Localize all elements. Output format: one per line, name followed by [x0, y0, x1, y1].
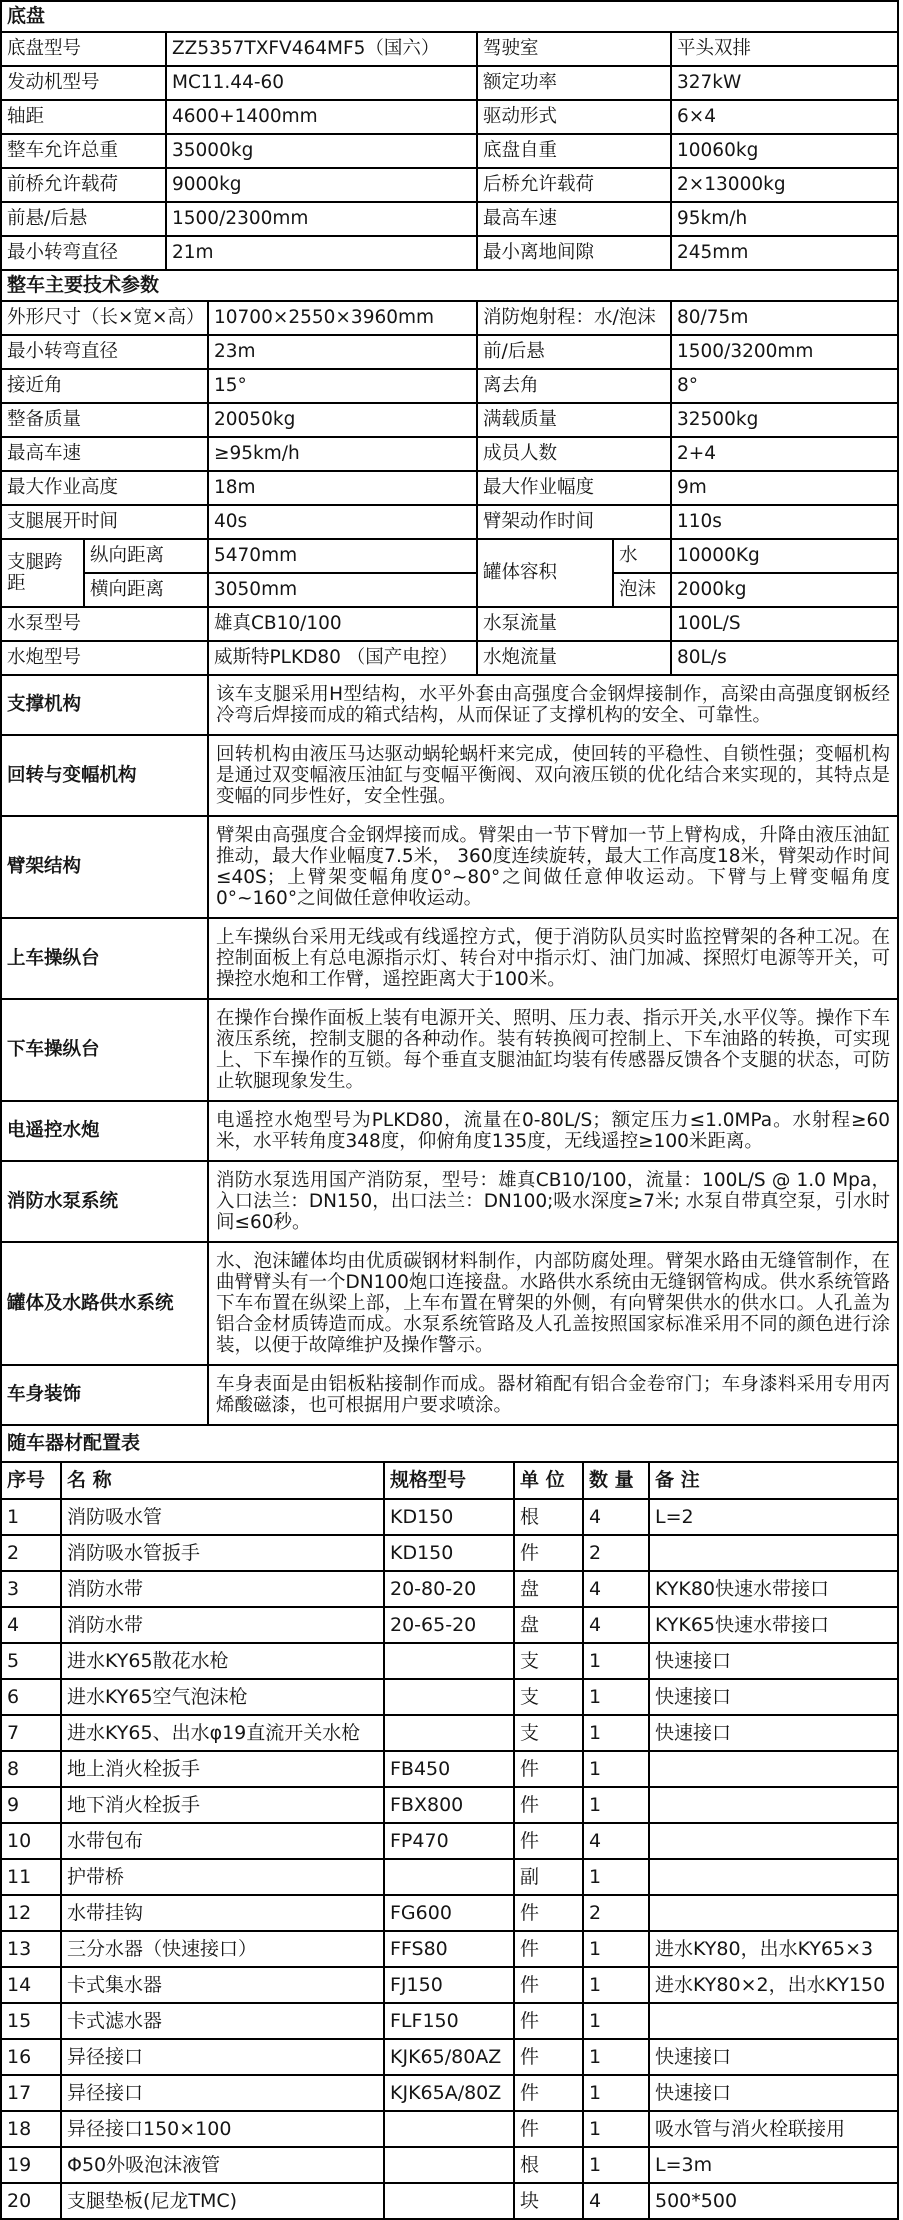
equip-header-note: 备 注 — [650, 1463, 899, 1500]
spec-row — [2, 336, 899, 370]
equipment-header-row — [2, 1463, 899, 1500]
spec-table-tech-params — [2, 302, 899, 540]
description-row — [2, 919, 899, 1000]
description-row — [2, 1000, 899, 1102]
spec-row — [2, 642, 899, 676]
spec-label-cell: 外形尺寸（长×宽×高） — [2, 302, 209, 336]
spec-value-cell: 18m — [209, 472, 478, 506]
spec-value-cell: 100L/S — [672, 608, 899, 642]
equip-spec-cell: FG600 — [385, 1896, 515, 1932]
spec-label-cell: 最小离地间隙 — [478, 237, 672, 271]
spec-value-cell: 1500/3200mm — [672, 336, 899, 370]
spec-label-cell: 最高车速 — [478, 203, 672, 237]
section-title-chassis: 底盘 — [2, 2, 899, 33]
tank-sub-label-cell: 泡沫 — [614, 574, 672, 608]
equip-no-cell: 1 — [2, 1500, 62, 1536]
equip-no-cell: 7 — [2, 1716, 62, 1752]
equip-no-cell: 14 — [2, 1968, 62, 2004]
spec-value-cell: 21m — [167, 237, 478, 271]
spec-row-legspan-tank — [2, 540, 899, 608]
equip-no-cell: 6 — [2, 1680, 62, 1716]
description-table — [2, 676, 899, 1426]
spec-row — [2, 506, 899, 540]
equip-spec-cell — [385, 1716, 515, 1752]
equipment-row — [2, 1500, 899, 1536]
equip-no-cell: 11 — [2, 1860, 62, 1896]
equip-unit-cell: 件 — [515, 1788, 584, 1824]
spec-label-cell: 前/后悬 — [478, 336, 672, 370]
spec-label-cell: 驱动形式 — [478, 101, 672, 135]
equip-name-cell: Φ50外吸泡沫液管 — [62, 2148, 385, 2184]
spec-value-cell: 95km/h — [672, 203, 899, 237]
spec-value-cell: MC11.44-60 — [167, 67, 478, 101]
equip-unit-cell: 件 — [515, 1932, 584, 1968]
spec-value-cell: ZZ5357TXFV464MF5（国六） — [167, 33, 478, 67]
equip-note-cell: KYK80快速水带接口 — [650, 1572, 899, 1608]
equip-no-cell: 18 — [2, 2112, 62, 2148]
equip-spec-cell: FBX800 — [385, 1788, 515, 1824]
equip-note-cell: 快速接口 — [650, 1644, 899, 1680]
equipment-row — [2, 1896, 899, 1932]
description-row — [2, 1102, 899, 1162]
legspan-label-cell: 支腿跨距 — [2, 540, 85, 608]
spec-label-cell: 最大作业幅度 — [478, 472, 672, 506]
equip-unit-cell: 件 — [515, 2004, 584, 2040]
spec-value-cell: 35000kg — [167, 135, 478, 169]
equip-note-cell: L=2 — [650, 1500, 899, 1536]
description-row — [2, 1243, 899, 1366]
equip-note-cell: 进水KY80×2，出水KY150 — [650, 1968, 899, 2004]
equip-qty-cell: 4 — [584, 1608, 650, 1644]
equip-qty-cell: 4 — [584, 1500, 650, 1536]
equip-note-cell: 进水KY80，出水KY65×3 — [650, 1932, 899, 1968]
tank-sub-value-cell: 10000Kg — [672, 540, 899, 574]
equip-spec-cell: KJK65A/80Z — [385, 2076, 515, 2112]
equip-name-cell: 进水KY65、出水φ19直流开关水枪 — [62, 1716, 385, 1752]
spec-label-cell: 接近角 — [2, 370, 209, 404]
equip-no-cell: 20 — [2, 2184, 62, 2220]
equip-unit-cell: 件 — [515, 2040, 584, 2076]
spec-row — [2, 370, 899, 404]
equip-qty-cell: 1 — [584, 1716, 650, 1752]
equip-note-cell — [650, 1860, 899, 1896]
equip-name-cell: 消防水带 — [62, 1572, 385, 1608]
equip-spec-cell: FJ150 — [385, 1968, 515, 2004]
equip-unit-cell: 件 — [515, 1536, 584, 1572]
spec-label-cell: 整车允许总重 — [2, 135, 167, 169]
equip-qty-cell: 4 — [584, 2184, 650, 2220]
spec-value-cell: 2+4 — [672, 438, 899, 472]
equip-unit-cell: 件 — [515, 1968, 584, 2004]
spec-value-cell: 110s — [672, 506, 899, 540]
spec-value-cell: 6×4 — [672, 101, 899, 135]
equip-unit-cell: 件 — [515, 1824, 584, 1860]
spec-value-cell: 20050kg — [209, 404, 478, 438]
description-text-cell: 臂架由高强度合金钢焊接而成。臂架由一节下臂加一节上臂构成，升降由液压油缸推动，最大作业幅度7.5米， 360度连续旋转，最大工作高度18米，臂架动作时间≤40S；上臂架变幅角度0°~80°之间做任意伸收运动。下臂与上臂变幅角度0°~160°之间做任意伸收运动。 — [209, 817, 899, 919]
equip-name-cell: 水带挂钩 — [62, 1896, 385, 1932]
description-row — [2, 736, 899, 817]
equip-name-cell: 水带包布 — [62, 1824, 385, 1860]
equip-unit-cell: 盘 — [515, 1572, 584, 1608]
equip-unit-cell: 件 — [515, 1752, 584, 1788]
equip-qty-cell: 2 — [584, 1896, 650, 1932]
equipment-row — [2, 1932, 899, 1968]
equip-qty-cell: 1 — [584, 2148, 650, 2184]
spec-value-cell: 威斯特PLKD80 （国产电控） — [209, 642, 478, 676]
spec-label-cell: 最小转弯直径 — [2, 237, 167, 271]
equip-unit-cell: 支 — [515, 1644, 584, 1680]
equip-note-cell — [650, 1788, 899, 1824]
equip-note-cell — [650, 1824, 899, 1860]
tank-volume-label-cell: 罐体容积 — [478, 540, 614, 608]
description-text-cell: 在操作台操作面板上装有电源开关、照明、压力表、指示开关,水平仪等。操作下车液压系统，控制支腿的各种动作。装有转换阀可控制上、下车油路的转换，可实现上、下车操作的互锁。每个垂直支腿油缸均装有传感器反馈各个支腿的状态，可防止软腿现象发生。 — [209, 1000, 899, 1102]
spec-row — [2, 169, 899, 203]
spec-label-cell: 后桥允许载荷 — [478, 169, 672, 203]
spec-value-cell: 15° — [209, 370, 478, 404]
tank-sub-value-cell: 2000kg — [672, 574, 899, 608]
equip-name-cell: 进水KY65空气泡沫枪 — [62, 1680, 385, 1716]
spec-value-cell: 2×13000kg — [672, 169, 899, 203]
equipment-row — [2, 1860, 899, 1896]
spec-label-cell: 轴距 — [2, 101, 167, 135]
equip-qty-cell: 1 — [584, 1788, 650, 1824]
equip-qty-cell: 1 — [584, 2112, 650, 2148]
equip-header-unit: 单 位 — [515, 1463, 584, 1500]
description-label-cell: 上车操纵台 — [2, 919, 209, 1000]
equip-spec-cell — [385, 2148, 515, 2184]
equip-spec-cell — [385, 2184, 515, 2220]
equipment-row — [2, 2076, 899, 2112]
equip-spec-cell: KD150 — [385, 1536, 515, 1572]
equip-qty-cell: 1 — [584, 2004, 650, 2040]
tank-sub-label-cell: 水 — [614, 540, 672, 574]
equip-name-cell: 消防吸水管 — [62, 1500, 385, 1536]
description-label-cell: 下车操纵台 — [2, 1000, 209, 1102]
equip-name-cell: 进水KY65散花水枪 — [62, 1644, 385, 1680]
spec-label-cell: 臂架动作时间 — [478, 506, 672, 540]
description-text-cell: 回转机构由液压马达驱动蜗轮蜗杆来完成，使回转的平稳性、自锁性强；变幅机构是通过双变幅液压油缸与变幅平衡阀、双向液压锁的优化结合来实现的，其特点是变幅的同步性好，安全性强。 — [209, 736, 899, 817]
spec-value-cell: 80/75m — [672, 302, 899, 336]
equip-qty-cell: 1 — [584, 1680, 650, 1716]
spec-label-cell: 额定功率 — [478, 67, 672, 101]
spec-label-cell: 水炮流量 — [478, 642, 672, 676]
spec-value-cell: 8° — [672, 370, 899, 404]
spec-value-cell: 4600+1400mm — [167, 101, 478, 135]
equip-spec-cell: FP470 — [385, 1824, 515, 1860]
equip-spec-cell — [385, 1680, 515, 1716]
spec-label-cell: 水泵流量 — [478, 608, 672, 642]
section-header-chassis — [2, 2, 899, 33]
equip-header-spec: 规格型号 — [385, 1463, 515, 1500]
equip-no-cell: 3 — [2, 1572, 62, 1608]
spec-value-cell: 80L/s — [672, 642, 899, 676]
spec-value-cell: ≥95km/h — [209, 438, 478, 472]
equip-spec-cell: FFS80 — [385, 1932, 515, 1968]
equip-spec-cell — [385, 1644, 515, 1680]
equipment-row — [2, 2184, 899, 2220]
equipment-row — [2, 1572, 899, 1608]
equip-no-cell: 15 — [2, 2004, 62, 2040]
equip-no-cell: 16 — [2, 2040, 62, 2076]
spec-value-cell: 32500kg — [672, 404, 899, 438]
equip-note-cell — [650, 1896, 899, 1932]
spec-label-cell: 最大作业高度 — [2, 472, 209, 506]
spec-label-cell: 成员人数 — [478, 438, 672, 472]
description-label-cell: 回转与变幅机构 — [2, 736, 209, 817]
equip-no-cell: 10 — [2, 1824, 62, 1860]
equip-name-cell: 异径接口 — [62, 2076, 385, 2112]
spec-row — [2, 67, 899, 101]
equip-unit-cell: 块 — [515, 2184, 584, 2220]
equip-note-cell: 快速接口 — [650, 2076, 899, 2112]
equipment-row — [2, 1752, 899, 1788]
spec-value-cell: 40s — [209, 506, 478, 540]
tank-volume-sub-table — [614, 540, 899, 608]
spec-value-cell: 10060kg — [672, 135, 899, 169]
equip-qty-cell: 1 — [584, 1644, 650, 1680]
spec-value-cell: 1500/2300mm — [167, 203, 478, 237]
equip-unit-cell: 盘 — [515, 1608, 584, 1644]
spec-label-cell: 满载质量 — [478, 404, 672, 438]
equip-header-qty: 数 量 — [584, 1463, 650, 1500]
equipment-row — [2, 2148, 899, 2184]
description-label-cell: 消防水泵系统 — [2, 1162, 209, 1243]
equip-qty-cell: 1 — [584, 2076, 650, 2112]
spec-value-cell: 10700×2550×3960mm — [209, 302, 478, 336]
equipment-row — [2, 1536, 899, 1572]
description-label-cell: 罐体及水路供水系统 — [2, 1243, 209, 1366]
equip-note-cell: 500*500 — [650, 2184, 899, 2220]
spec-value-cell: 平头双排 — [672, 33, 899, 67]
description-text-cell: 上车操纵台采用无线或有线遥控方式，便于消防队员实时监控臂架的各种工况。在控制面板上有总电源指示灯、转台对中指示灯、油门加减、探照灯电源等开关，可操控水炮和工作臂，遥控距离大于100米。 — [209, 919, 899, 1000]
equip-note-cell: 快速接口 — [650, 1680, 899, 1716]
description-text-cell: 电遥控水炮型号为PLKD80，流量在0-80L/S；额定压力≤1.0MPa。水射程≥60米，水平转角度348度，仰俯角度135度，无线遥控≥100米距离。 — [209, 1102, 899, 1162]
spec-row — [2, 33, 899, 67]
spec-label-cell: 前桥允许载荷 — [2, 169, 167, 203]
equip-no-cell: 12 — [2, 1896, 62, 1932]
spec-table-chassis — [2, 33, 899, 271]
spec-label-cell: 最小转弯直径 — [2, 336, 209, 370]
legspan-sub-label-cell: 横向距离 — [85, 574, 209, 608]
section-header-tech-params — [2, 271, 899, 302]
spec-table-pump-monitor — [2, 608, 899, 676]
equip-name-cell: 消防吸水管扳手 — [62, 1536, 385, 1572]
equipment-row — [2, 1824, 899, 1860]
spec-label-cell: 最高车速 — [2, 438, 209, 472]
description-row — [2, 1162, 899, 1243]
equip-no-cell: 4 — [2, 1608, 62, 1644]
equip-note-cell: KYK65快速水带接口 — [650, 1608, 899, 1644]
spec-label-cell: 整备质量 — [2, 404, 209, 438]
equip-unit-cell: 根 — [515, 2148, 584, 2184]
equip-note-cell: L=3m — [650, 2148, 899, 2184]
equip-note-cell — [650, 1752, 899, 1788]
equipment-row — [2, 2004, 899, 2040]
equip-unit-cell: 件 — [515, 2112, 584, 2148]
spec-label-cell: 离去角 — [478, 370, 672, 404]
equipment-row — [2, 1716, 899, 1752]
spec-label-cell: 底盘自重 — [478, 135, 672, 169]
equip-qty-cell: 4 — [584, 1572, 650, 1608]
section-title-tech-params: 整车主要技术参数 — [2, 271, 899, 302]
description-text-cell: 车身表面是由铝板粘接制作而成。器材箱配有铝合金卷帘门；车身漆料采用专用丙烯酸磁漆，也可根据用户要求喷涂。 — [209, 1366, 899, 1426]
description-label-cell: 臂架结构 — [2, 817, 209, 919]
spec-label-cell: 驾驶室 — [478, 33, 672, 67]
spec-label-cell: 水炮型号 — [2, 642, 209, 676]
equip-name-cell: 异径接口 — [62, 2040, 385, 2076]
equip-unit-cell: 支 — [515, 1680, 584, 1716]
equipment-row — [2, 1644, 899, 1680]
equip-spec-cell — [385, 2112, 515, 2148]
equip-name-cell: 护带桥 — [62, 1860, 385, 1896]
equip-name-cell: 支腿垫板(尼龙TMC) — [62, 2184, 385, 2220]
equip-no-cell: 13 — [2, 1932, 62, 1968]
spec-row — [2, 472, 899, 506]
spec-label-cell: 前悬/后悬 — [2, 203, 167, 237]
equip-spec-cell: 20-80-20 — [385, 1572, 515, 1608]
equip-name-cell: 异径接口150×100 — [62, 2112, 385, 2148]
equip-spec-cell: FLF150 — [385, 2004, 515, 2040]
equip-unit-cell: 支 — [515, 1716, 584, 1752]
equip-name-cell: 三分水器（快速接口） — [62, 1932, 385, 1968]
spec-row — [2, 203, 899, 237]
equip-qty-cell: 1 — [584, 1968, 650, 2004]
spec-value-cell: 327kW — [672, 67, 899, 101]
spec-value-cell: 雄真CB10/100 — [209, 608, 478, 642]
equip-header-no: 序号 — [2, 1463, 62, 1500]
description-row — [2, 817, 899, 919]
description-label-cell: 支撑机构 — [2, 676, 209, 736]
description-label-cell: 电遥控水炮 — [2, 1102, 209, 1162]
equip-spec-cell: FB450 — [385, 1752, 515, 1788]
spec-label-cell: 支腿展开时间 — [2, 506, 209, 540]
equip-note-cell — [650, 1536, 899, 1572]
equip-no-cell: 9 — [2, 1788, 62, 1824]
equip-no-cell: 17 — [2, 2076, 62, 2112]
equipment-table — [2, 1500, 899, 2220]
equip-name-cell: 消防水带 — [62, 1608, 385, 1644]
equip-spec-cell: KJK65/80AZ — [385, 2040, 515, 2076]
spec-label-cell: 发动机型号 — [2, 67, 167, 101]
equip-name-cell: 地上消火栓扳手 — [62, 1752, 385, 1788]
equip-unit-cell: 根 — [515, 1500, 584, 1536]
legspan-sub-value-cell: 5470mm — [209, 540, 478, 574]
equipment-row — [2, 1680, 899, 1716]
equip-name-cell: 卡式集水器 — [62, 1968, 385, 2004]
equip-no-cell: 2 — [2, 1536, 62, 1572]
section-title-equipment: 随车器材配置表 — [2, 1426, 899, 1463]
description-text-cell: 该车支腿采用H型结构，水平外套由高强度合金钢焊接制作，高梁由高强度钢板经冷弯后焊接而成的箱式结构，从而保证了支撑机构的安全、可靠性。 — [209, 676, 899, 736]
description-label-cell: 车身装饰 — [2, 1366, 209, 1426]
spec-row — [2, 302, 899, 336]
equip-name-cell: 卡式滤水器 — [62, 2004, 385, 2040]
equipment-row — [2, 2112, 899, 2148]
description-row — [2, 1366, 899, 1426]
equip-spec-cell: KD150 — [385, 1500, 515, 1536]
equip-no-cell: 8 — [2, 1752, 62, 1788]
spec-row — [2, 101, 899, 135]
equip-qty-cell: 2 — [584, 1536, 650, 1572]
equip-unit-cell: 件 — [515, 1896, 584, 1932]
spec-value-cell: 9m — [672, 472, 899, 506]
equip-no-cell: 19 — [2, 2148, 62, 2184]
equip-qty-cell: 4 — [584, 1824, 650, 1860]
equipment-row — [2, 1608, 899, 1644]
equip-unit-cell: 副 — [515, 1860, 584, 1896]
spec-value-cell: 23m — [209, 336, 478, 370]
equipment-row — [2, 1968, 899, 2004]
equip-spec-cell — [385, 1860, 515, 1896]
section-header-equipment — [2, 1426, 899, 1463]
equip-qty-cell: 1 — [584, 1932, 650, 1968]
equip-qty-cell: 1 — [584, 1752, 650, 1788]
legspan-sub-label-cell: 纵向距离 — [85, 540, 209, 574]
equip-note-cell: 吸水管与消火栓联接用 — [650, 2112, 899, 2148]
equip-header-name: 名 称 — [62, 1463, 385, 1500]
equip-note-cell — [650, 2004, 899, 2040]
equip-qty-cell: 1 — [584, 1860, 650, 1896]
spec-value-cell: 245mm — [672, 237, 899, 271]
spec-row — [2, 237, 899, 271]
spec-row — [2, 404, 899, 438]
equip-name-cell: 地下消火栓扳手 — [62, 1788, 385, 1824]
spec-label-cell: 底盘型号 — [2, 33, 167, 67]
spec-row — [2, 135, 899, 169]
equip-note-cell: 快速接口 — [650, 1716, 899, 1752]
spec-row — [2, 608, 899, 642]
description-text-cell: 消防水泵选用国产消防泵，型号：雄真CB10/100，流量：100L/S @ 1.0 Mpa，入口法兰：DN150，出口法兰：DN100;吸水深度≥7米; 水泵自带真空泵，引水时间≤60秒。 — [209, 1162, 899, 1243]
spec-label-cell: 消防炮射程：水/泡沫 — [478, 302, 672, 336]
equipment-row — [2, 2040, 899, 2076]
equip-spec-cell: 20-65-20 — [385, 1608, 515, 1644]
spec-row — [2, 438, 899, 472]
legspan-sub-table — [85, 540, 478, 608]
description-text-cell: 水、泡沫罐体均由优质碳钢材料制作，内部防腐处理。臂架水路由无缝管制作，在曲臂臂头有一个DN100炮口连接盘。水路供水系统由无缝钢管构成。供水系统管路下车布置在纵梁上部，上车布置在臂架的外侧，有向臂架供水的供水口。人孔盖为铝合金材质铸造而成。水泵系统管路及人孔盖按照国家标准采用不同的颜色进行涂装，以便于故障维护及操作警示。 — [209, 1243, 899, 1366]
equip-note-cell: 快速接口 — [650, 2040, 899, 2076]
equip-qty-cell: 1 — [584, 2040, 650, 2076]
spec-value-cell: 9000kg — [167, 169, 478, 203]
equip-unit-cell: 件 — [515, 2076, 584, 2112]
equipment-row — [2, 1788, 899, 1824]
description-row — [2, 676, 899, 736]
equip-no-cell: 5 — [2, 1644, 62, 1680]
spec-label-cell: 水泵型号 — [2, 608, 209, 642]
legspan-sub-value-cell: 3050mm — [209, 574, 478, 608]
